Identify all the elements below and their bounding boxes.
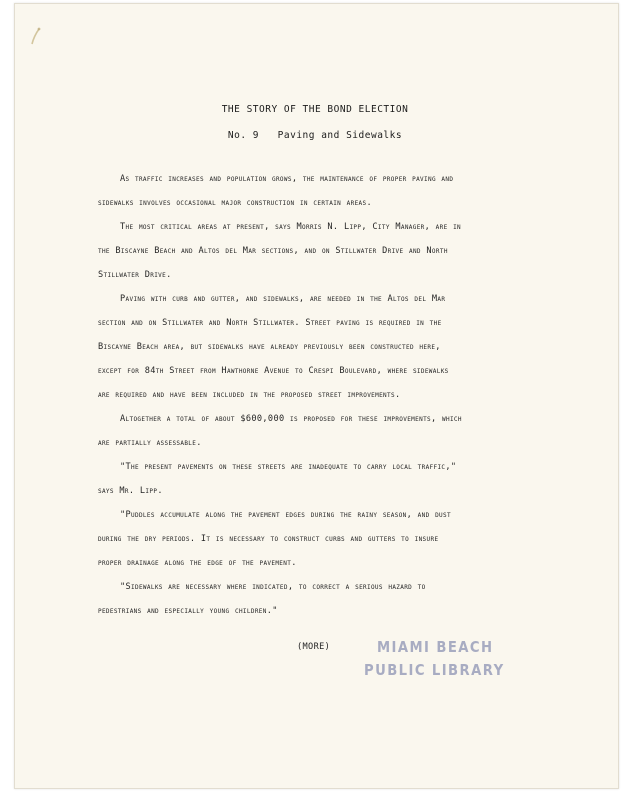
body-line-13: "The present pavements on these streets are inadequate to carry local traffic," — [120, 462, 457, 472]
body-line-12: are partially assessable. — [98, 438, 202, 448]
staple-mark — [30, 26, 42, 46]
body-line-8: Biscayne Beach area, but sidewalks have already previously been constructed here, — [98, 342, 441, 352]
body-line-5: Stillwater Drive. — [98, 270, 172, 280]
body-line-18: "Sidewalks are necessary where indicated, to correct a serious hazard to — [120, 582, 426, 592]
body-line-4: the Biscayne Beach and Altos del Mar sections, and on Stillwater Drive and North — [98, 246, 448, 256]
body-line-15: "Puddles accumulate along the pavement edges during the rainy season, and dust — [120, 510, 451, 520]
document-title: THE STORY OF THE BOND ELECTION — [221, 104, 409, 115]
body-line-3: The most critical areas at present, says Morris N. Lipp, City Manager, are in — [120, 222, 462, 232]
library-stamp-line-2: PUBLIC LIBRARY — [364, 661, 505, 679]
more-indicator: (MORE) — [297, 642, 331, 652]
body-line-10: are required and have been included in the proposed street improvements. — [98, 390, 401, 400]
library-stamp-line-1: MIAMI BEACH — [377, 638, 494, 656]
body-line-11: Altogether a total of about $600,000 is proposed for these improvements, which — [120, 414, 462, 424]
body-line-16: during the dry periods. It is necessary to construct curbs and gutters to insure — [98, 534, 439, 544]
body-line-17: proper drainage along the edge of the pavement. — [98, 558, 297, 568]
body-line-2: sidewalks involves occasional major construction in certain areas. — [98, 198, 373, 208]
body-line-14: says Mr. Lipp. — [98, 486, 163, 496]
body-line-7: section and on Stillwater and North Stillwater. Street paving is required in the — [98, 318, 442, 328]
document-subtitle: No. 9 Paving and Sidewalks — [227, 130, 403, 141]
body-line-6: Paving with curb and gutter, and sidewalks, are needed in the Altos del Mar — [120, 294, 446, 304]
body-line-9: except for 84th Street from Hawthorne Avenue to Crespi Boulevard, where sidewalks — [98, 366, 449, 376]
body-line-19: pedestrians and especially young children." — [98, 606, 278, 616]
body-line-1: As traffic increases and population grows, the maintenance of proper paving and — [120, 174, 454, 184]
